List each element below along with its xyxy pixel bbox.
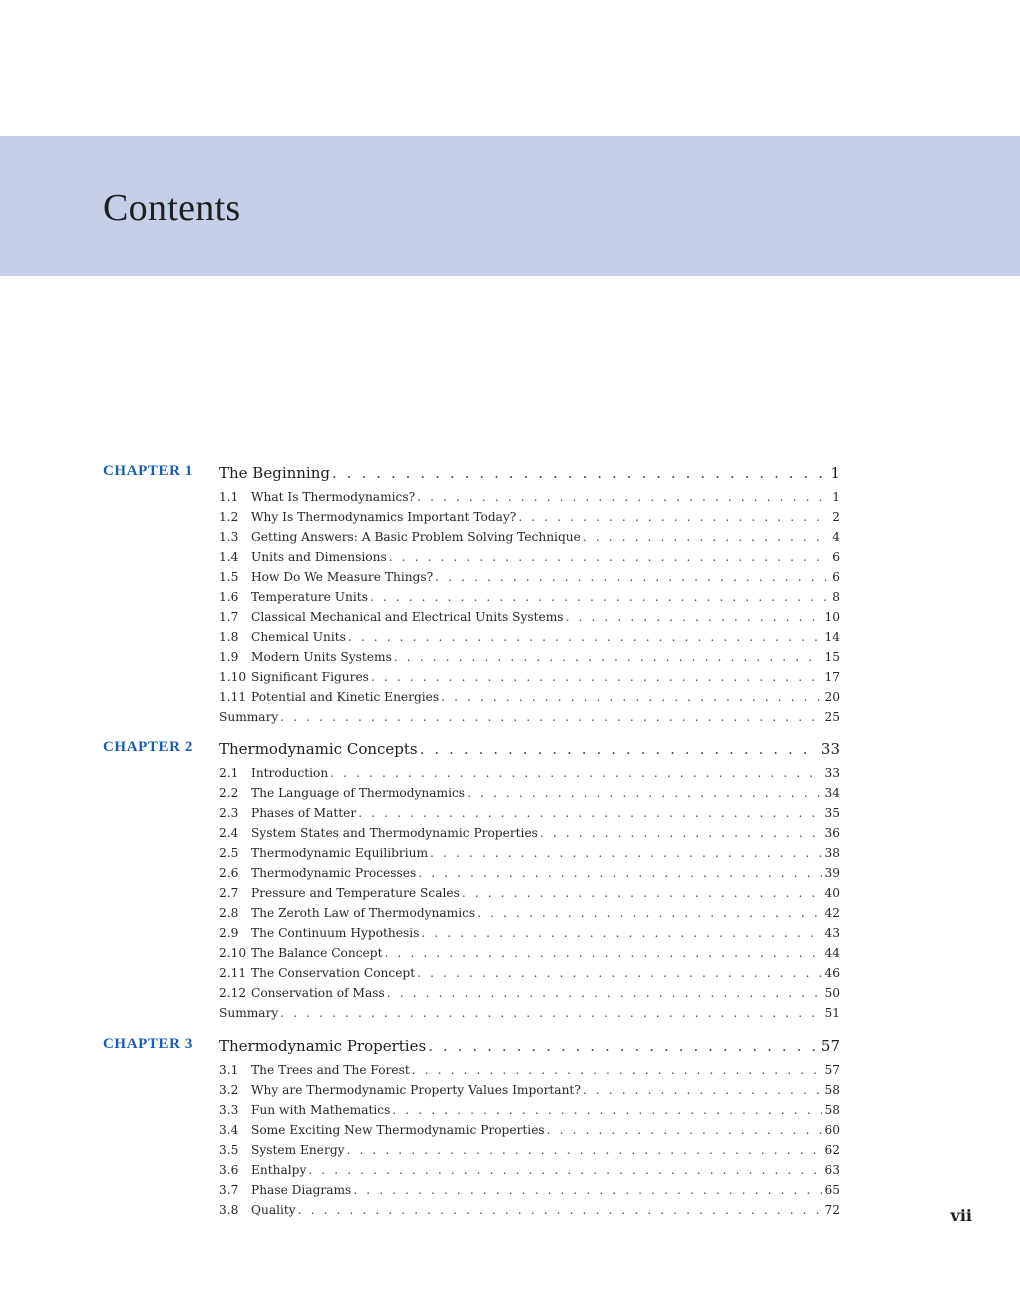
section-title: Potential and Kinetic Energies xyxy=(251,690,440,704)
section-number: 3.2 xyxy=(219,1082,239,1097)
dot-leader xyxy=(280,707,822,727)
toc-entry[interactable] xyxy=(219,963,840,983)
section-number: 2.10 xyxy=(219,946,247,961)
section-title: What Is Thermodynamics? xyxy=(251,490,416,504)
section-title: Quality xyxy=(251,1202,296,1217)
dot-leader xyxy=(540,823,823,843)
toc-entry[interactable] xyxy=(219,1180,840,1200)
dot-leader xyxy=(583,1080,823,1100)
toc-entry[interactable] xyxy=(219,1120,840,1140)
section-page-number: 51 xyxy=(824,1006,840,1021)
section-title: Classical Mechanical and Electrical Units Systems xyxy=(251,610,564,624)
section-number: 3.7 xyxy=(219,1182,239,1197)
section-number: 1.9 xyxy=(219,650,239,664)
section-page-number: 17 xyxy=(824,670,840,684)
section-number: 2.4 xyxy=(219,826,239,841)
dot-leader xyxy=(298,1200,823,1220)
section-number: 1.1 xyxy=(219,490,239,504)
chapter-entry[interactable] xyxy=(219,735,840,763)
chapter-label: CHAPTER 2 xyxy=(103,739,193,756)
section-number: 2.2 xyxy=(219,786,239,801)
section-number: 2.9 xyxy=(219,926,239,941)
dot-leader xyxy=(417,963,822,983)
section-number: 2.3 xyxy=(219,806,239,821)
dot-leader xyxy=(308,1160,822,1180)
dot-leader xyxy=(477,903,822,923)
section-number: 1.8 xyxy=(219,630,239,644)
section-page-number: 60 xyxy=(824,1122,840,1137)
section-page-number: 8 xyxy=(832,590,840,604)
page-title: Contents xyxy=(103,187,241,229)
dot-leader xyxy=(330,763,822,783)
section-title: Phase Diagrams xyxy=(251,1182,352,1197)
section-title: Why are Thermodynamic Property Values Important? xyxy=(251,1082,581,1097)
section-title: The Language of Thermodynamics xyxy=(251,786,466,801)
section-title: Phases of Matter xyxy=(251,806,357,821)
toc-entry[interactable] xyxy=(219,607,840,627)
section-page-number: 15 xyxy=(824,650,840,664)
section-number: 1.6 xyxy=(219,590,239,604)
dot-leader xyxy=(435,567,830,587)
toc-entry-summary[interactable] xyxy=(219,1003,840,1023)
section-title: Introduction xyxy=(251,766,329,781)
toc-entry[interactable] xyxy=(219,487,840,507)
dot-leader xyxy=(347,1140,823,1160)
toc-entry[interactable] xyxy=(219,863,840,883)
section-page-number: 65 xyxy=(824,1182,840,1197)
section-title: Why Is Thermodynamics Important Today? xyxy=(251,510,517,524)
dot-leader xyxy=(371,667,823,687)
section-number: 3.3 xyxy=(219,1102,239,1117)
chapter-entry[interactable] xyxy=(219,459,840,487)
section-number: 2.6 xyxy=(219,866,239,881)
section-number: 1.10 xyxy=(219,670,247,684)
section-title: Significant Figures xyxy=(251,670,369,684)
section-page-number: 10 xyxy=(824,610,840,624)
section-number: 2.8 xyxy=(219,906,239,921)
table-of-contents xyxy=(0,459,1020,1228)
toc-entry[interactable] xyxy=(219,647,840,667)
toc-entry[interactable] xyxy=(219,1080,840,1100)
section-title: Temperature Units xyxy=(251,590,368,604)
dot-leader xyxy=(421,923,822,943)
toc-entry[interactable] xyxy=(219,547,840,567)
section-page-number: 20 xyxy=(824,690,840,704)
toc-entry-summary[interactable] xyxy=(219,707,840,727)
chapter-entry[interactable] xyxy=(219,1032,840,1060)
dot-leader xyxy=(418,863,822,883)
dot-leader xyxy=(417,487,830,507)
section-page-number: 34 xyxy=(824,786,840,801)
section-page-number: 35 xyxy=(824,806,840,821)
section-title: Modern Units Systems xyxy=(251,650,392,664)
section-page-number: 1 xyxy=(832,490,840,504)
chapter-page-number: 57 xyxy=(820,1036,840,1055)
dot-leader xyxy=(370,587,830,607)
toc-entry[interactable] xyxy=(219,943,840,963)
toc-entry[interactable] xyxy=(219,903,840,923)
dot-leader xyxy=(332,459,828,487)
dot-leader xyxy=(441,687,822,707)
dot-leader xyxy=(348,627,823,647)
section-page-number: 58 xyxy=(824,1102,840,1117)
section-title: The Continuum Hypothesis xyxy=(251,926,420,941)
toc-entry[interactable] xyxy=(219,567,840,587)
dot-leader xyxy=(566,607,823,627)
section-title: The Conservation Concept xyxy=(251,966,416,981)
section-page-number: 25 xyxy=(824,710,840,724)
section-title: Pressure and Temperature Scales xyxy=(251,886,460,901)
chapter-title: Thermodynamic Properties xyxy=(219,1036,427,1055)
chapter-block-1 xyxy=(0,459,1020,727)
section-page-number: 43 xyxy=(824,926,840,941)
dot-leader xyxy=(462,883,823,903)
dot-leader xyxy=(389,547,831,567)
section-page-number: 62 xyxy=(824,1142,840,1157)
section-page-number: 39 xyxy=(824,866,840,881)
toc-entry[interactable] xyxy=(219,1160,840,1180)
chapter-label: CHAPTER 3 xyxy=(103,1035,193,1052)
section-number: 3.4 xyxy=(219,1122,239,1137)
section-title: Summary xyxy=(219,1006,279,1021)
toc-entry[interactable] xyxy=(219,627,840,647)
chapter-block-2 xyxy=(0,735,1020,1023)
dot-leader xyxy=(384,943,822,963)
page-number: vii xyxy=(950,1206,972,1225)
toc-entry[interactable] xyxy=(219,783,840,803)
section-page-number: 50 xyxy=(824,986,840,1001)
section-page-number: 44 xyxy=(824,946,840,961)
section-title: The Zeroth Law of Thermodynamics xyxy=(251,906,476,921)
dot-leader xyxy=(420,735,819,763)
section-number: 1.4 xyxy=(219,550,239,564)
section-number: 3.1 xyxy=(219,1062,239,1077)
section-number: 2.7 xyxy=(219,886,239,901)
dot-leader xyxy=(387,983,823,1003)
dot-leader xyxy=(428,1032,819,1060)
dot-leader xyxy=(583,527,830,547)
section-title: Some Exciting New Thermodynamic Properties xyxy=(251,1122,545,1137)
section-page-number: 4 xyxy=(832,530,840,544)
section-number: 2.5 xyxy=(219,846,239,861)
toc-entry[interactable] xyxy=(219,527,840,547)
section-page-number: 46 xyxy=(824,966,840,981)
section-title: How Do We Measure Things? xyxy=(251,570,434,584)
section-title: Units and Dimensions xyxy=(251,550,387,564)
section-title: The Trees and The Forest xyxy=(251,1062,410,1077)
section-page-number: 2 xyxy=(832,510,840,524)
section-page-number: 14 xyxy=(824,630,840,644)
chapter-page-number: 33 xyxy=(820,740,840,759)
section-title: System Energy xyxy=(251,1142,345,1157)
section-title: Fun with Mathematics xyxy=(251,1102,391,1117)
dot-leader xyxy=(280,1003,822,1023)
section-number: 1.3 xyxy=(219,530,239,544)
toc-entry[interactable] xyxy=(219,1200,840,1220)
toc-entry[interactable] xyxy=(219,687,840,707)
section-title: Thermodynamic Equilibrium xyxy=(251,846,429,861)
dot-leader xyxy=(547,1120,823,1140)
toc-entry[interactable] xyxy=(219,923,840,943)
section-number: 2.12 xyxy=(219,986,247,1001)
section-page-number: 63 xyxy=(824,1162,840,1177)
section-page-number: 58 xyxy=(824,1082,840,1097)
section-page-number: 57 xyxy=(824,1062,840,1077)
section-title: Getting Answers: A Basic Problem Solving Technique xyxy=(251,530,581,544)
section-page-number: 33 xyxy=(824,766,840,781)
dot-leader xyxy=(467,783,822,803)
toc-entry[interactable] xyxy=(219,667,840,687)
section-number: 3.5 xyxy=(219,1142,239,1157)
section-title: Conservation of Mass xyxy=(251,986,385,1001)
section-number: 2.1 xyxy=(219,766,239,781)
dot-leader xyxy=(392,1100,822,1120)
chapter-title: The Beginning xyxy=(219,464,330,482)
dot-leader xyxy=(394,647,823,667)
toc-entry[interactable] xyxy=(219,883,840,903)
toc-entry[interactable] xyxy=(219,823,840,843)
toc-entry[interactable] xyxy=(219,763,840,783)
section-page-number: 40 xyxy=(824,886,840,901)
section-number: 1.7 xyxy=(219,610,239,624)
toc-entry[interactable] xyxy=(219,983,840,1003)
section-page-number: 6 xyxy=(832,570,840,584)
section-title: Chemical Units xyxy=(251,630,346,644)
toc-entry[interactable] xyxy=(219,587,840,607)
toc-entry[interactable] xyxy=(219,507,840,527)
dot-leader xyxy=(430,843,822,863)
dot-leader xyxy=(412,1060,823,1080)
section-page-number: 36 xyxy=(824,826,840,841)
section-number: 3.8 xyxy=(219,1202,239,1217)
section-number: 2.11 xyxy=(219,966,247,981)
toc-entry[interactable] xyxy=(219,1100,840,1120)
section-title: Enthalpy xyxy=(251,1162,307,1177)
chapter-block-3 xyxy=(0,1032,1020,1220)
chapter-title: Thermodynamic Concepts xyxy=(219,740,418,759)
section-title: Thermodynamic Processes xyxy=(251,866,417,881)
dot-leader xyxy=(518,507,830,527)
chapter-label: CHAPTER 1 xyxy=(103,463,193,479)
section-title: Summary xyxy=(219,710,279,724)
dot-leader xyxy=(353,1180,822,1200)
section-number: 1.5 xyxy=(219,570,239,584)
section-title: System States and Thermodynamic Properties xyxy=(251,826,538,841)
section-number: 3.6 xyxy=(219,1162,239,1177)
section-page-number: 38 xyxy=(824,846,840,861)
section-title: The Balance Concept xyxy=(251,946,383,961)
section-page-number: 42 xyxy=(824,906,840,921)
dot-leader xyxy=(358,803,822,823)
toc-entry[interactable] xyxy=(219,1140,840,1160)
section-page-number: 6 xyxy=(832,550,840,564)
section-number: 1.2 xyxy=(219,510,239,524)
section-number: 1.11 xyxy=(219,690,247,704)
toc-entry[interactable] xyxy=(219,803,840,823)
section-page-number: 72 xyxy=(824,1202,840,1217)
toc-entry[interactable] xyxy=(219,843,840,863)
chapter-page-number: 1 xyxy=(830,464,840,482)
toc-entry[interactable] xyxy=(219,1060,840,1080)
